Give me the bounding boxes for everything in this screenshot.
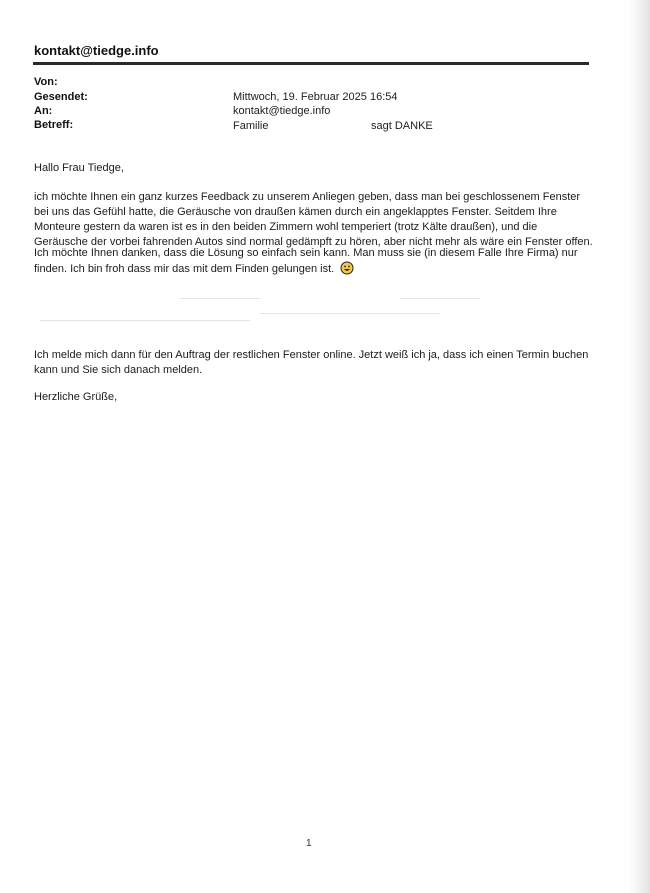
smiley-icon — [340, 261, 354, 275]
scan-artifact — [40, 320, 250, 321]
from-label: Von: — [34, 76, 58, 88]
sent-label: Gesendet: — [34, 91, 88, 103]
subject-value-part1: Familie — [233, 120, 269, 132]
scan-artifact — [180, 298, 260, 299]
subject-value-part2: sagt DANKE — [371, 120, 433, 132]
body-paragraph-1: ich möchte Ihnen ein ganz kurzes Feedback zu unserem Anliegen geben, dass man bei geschlossenem Fenster bei uns das Gefühl hatte, die Geräusche von draußen kämen durch ein angeklapptes Fenster. Seitdem Ihre Monteure gestern da waren ist es in den beiden Zimmern wohl temperiert (trotz Kälte draußen), und die Geräusche der vorbei fahrenden Autos sind normal gedämpft zu hören, aber nicht mehr als wäre ein Fenster offen. — [34, 191, 593, 248]
scan-artifact — [400, 298, 480, 299]
to-value: kontakt@tiedge.info — [233, 105, 331, 117]
header-divider — [33, 62, 589, 65]
greeting: Hallo Frau Tiedge, — [34, 162, 124, 174]
scan-artifact — [260, 313, 440, 314]
body-paragraph-3: Ich melde mich dann für den Auftrag der restlichen Fenster online. Jetzt weiß ich ja, dass ich einen Termin buchen kann und Sie sich danach melden. — [34, 349, 589, 376]
subject-label: Betreff: — [34, 119, 74, 131]
to-label: An: — [34, 105, 53, 117]
sender-header: kontakt@tiedge.info — [34, 43, 159, 58]
closing: Herzliche Grüße, — [34, 391, 118, 403]
body-paragraph-2: Ich möchte Ihnen danken, dass die Lösung so einfach sein kann. Man muss sie (in diesem Falle Ihre Firma) nur finden. Ich bin froh dass mir das mit dem Finden gelungen ist. — [34, 247, 578, 275]
page-number: 1 — [306, 838, 312, 849]
sent-value: Mittwoch, 19. Februar 2025 16:54 — [233, 91, 398, 103]
body-paragraph-2-wrapper — [34, 246, 594, 277]
scan-edge-shadow — [628, 0, 650, 893]
